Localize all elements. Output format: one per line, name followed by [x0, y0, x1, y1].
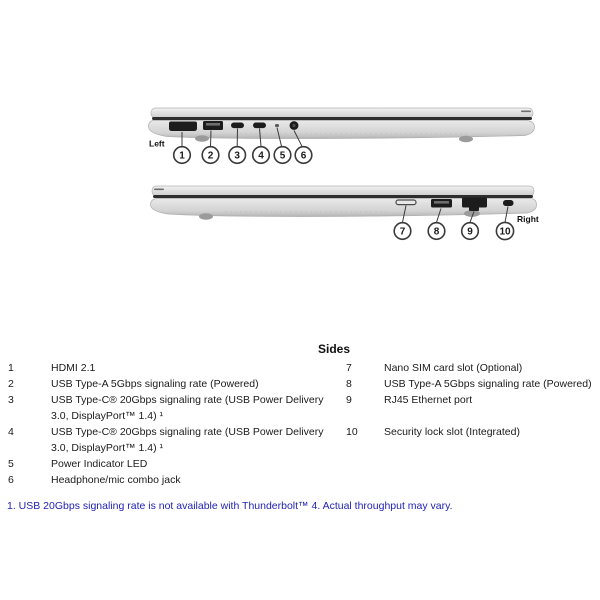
power-led — [275, 124, 279, 127]
legend-row — [346, 360, 598, 376]
legend-row-number: 6 — [8, 474, 14, 486]
usb-c-port-2 — [253, 123, 266, 129]
left-side-label: Left — [149, 138, 165, 149]
callout-3 — [229, 147, 246, 164]
legend-row-description: USB Type-A 5Gbps signaling rate (Powered) — [384, 378, 592, 390]
legend-row — [346, 424, 598, 440]
callout-4 — [253, 147, 270, 164]
left-side-view — [149, 108, 535, 163]
legend-row-description: USB Type-A 5Gbps signaling rate (Powered) — [51, 378, 259, 390]
legend-row-number: 9 — [346, 394, 352, 406]
usb-a-tongue — [206, 123, 220, 126]
legend-row-number: 3 — [8, 394, 14, 406]
legend-row — [8, 472, 340, 488]
callout-1 — [174, 147, 191, 164]
laptop-lid — [152, 186, 534, 196]
svg-text:10: 10 — [499, 226, 511, 238]
nano-sim-slot — [396, 200, 416, 205]
lid-seam — [152, 117, 532, 120]
hinge-mark — [521, 111, 531, 113]
legend-row-description: RJ45 Ethernet port — [384, 394, 473, 406]
svg-text:3: 3 — [234, 150, 240, 162]
svg-text:4: 4 — [258, 150, 264, 162]
hdmi-port — [169, 122, 197, 132]
legend-row — [8, 376, 340, 392]
legend-row-number: 8 — [346, 378, 352, 390]
usb-a-tongue — [434, 201, 449, 204]
callouts-left — [174, 147, 312, 164]
hinge-mark — [154, 189, 164, 191]
legend-row-description: Nano SIM card slot (Optional) — [384, 362, 523, 374]
legend-row — [346, 376, 598, 392]
legend-row — [8, 392, 340, 424]
callout-2 — [202, 147, 219, 164]
svg-text:9: 9 — [467, 226, 473, 238]
legend-row-description: Headphone/mic combo jack — [51, 474, 181, 486]
sides-heading: Sides — [318, 342, 351, 356]
rubber-foot — [199, 213, 213, 219]
legend-row-number: 5 — [8, 458, 14, 470]
right-side-label: Right — [517, 214, 539, 224]
svg-text:6: 6 — [300, 150, 307, 162]
legend-row — [8, 360, 340, 376]
legend-row-number: 2 — [8, 378, 14, 390]
legend-row-number: 10 — [346, 426, 358, 438]
legend-row — [8, 456, 340, 472]
legend-row-description: Security lock slot (Integrated) — [384, 426, 520, 438]
svg-text:2: 2 — [207, 150, 214, 162]
laptop-lid — [151, 108, 533, 118]
callout-8 — [428, 223, 445, 240]
legend-row-number: 1 — [8, 362, 14, 374]
svg-text:1: 1 — [179, 150, 185, 162]
callout-9 — [462, 223, 479, 240]
svg-text:8: 8 — [433, 226, 440, 238]
headphone-jack-hole — [292, 124, 295, 127]
legend-row-description: HDMI 2.1 — [51, 362, 96, 374]
ports-legend-left-column — [8, 360, 340, 488]
right-side-view — [151, 186, 539, 240]
laptop-side-views — [0, 0, 600, 280]
legend-row-number: 7 — [346, 362, 352, 374]
legend-row-description: USB Type-C® 20Gbps signaling rate (USB Power Delivery 3.0, DisplayPort™ 1.4) ¹ — [51, 426, 324, 454]
usb-footnote: 1. USB 20Gbps signaling rate is not available with Thunderbolt™ 4. Actual throughput may vary. — [7, 500, 453, 512]
legend-row — [346, 392, 598, 408]
callouts-right — [394, 222, 513, 239]
rubber-foot — [195, 135, 209, 141]
callout-5 — [274, 147, 291, 164]
security-lock-slot — [503, 200, 514, 206]
legend-row-description: USB Type-C® 20Gbps signaling rate (USB Power Delivery 3.0, DisplayPort™ 1.4) ¹ — [51, 394, 324, 422]
rubber-foot — [459, 136, 473, 142]
legend-row — [8, 424, 340, 456]
svg-text:5: 5 — [279, 150, 286, 162]
callout-10 — [496, 222, 513, 239]
legend-row-number: 4 — [8, 426, 14, 438]
svg-text:7: 7 — [399, 226, 406, 238]
callout-6 — [295, 147, 312, 164]
rj45-clip-notch — [469, 207, 479, 212]
legend-row-description: Power Indicator LED — [51, 458, 148, 470]
ports-legend-right-column — [346, 360, 598, 440]
callout-7 — [394, 223, 411, 240]
usb-c-port-1 — [231, 123, 244, 129]
rj45-port — [462, 198, 487, 208]
